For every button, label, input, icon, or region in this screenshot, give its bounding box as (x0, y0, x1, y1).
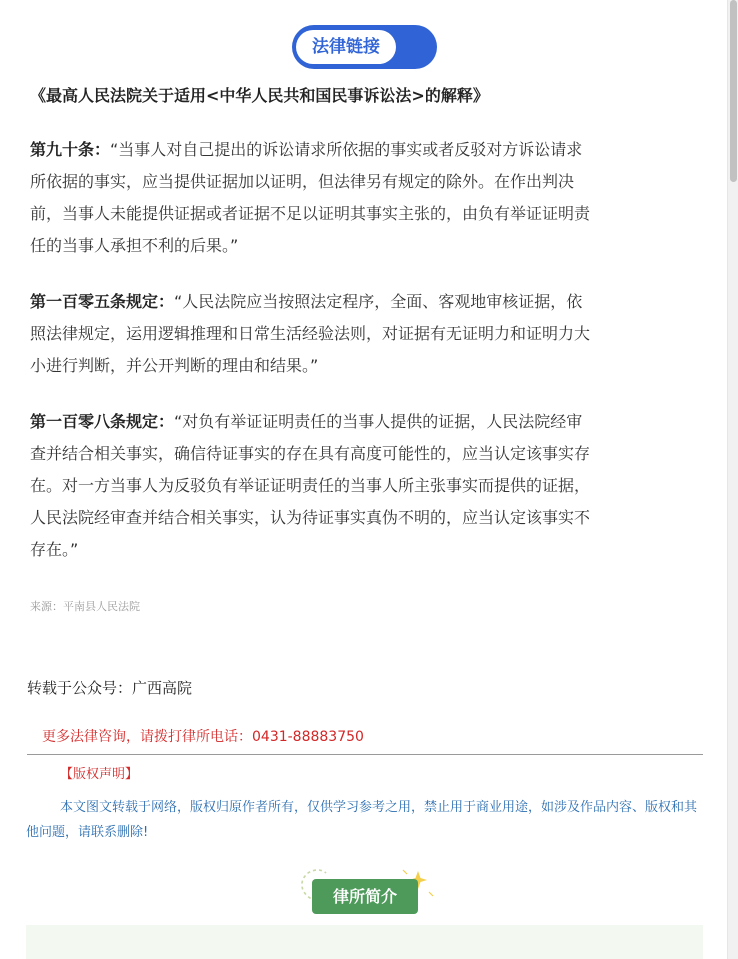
article-text: “人民法院应当按照法定程序，全面、客观地审核证据，依照法律规定，运用逻辑推理和日常生活经验法则，对证据有无证明力和证明力大小进行判断，并公开判断的理由和结果。” (30, 292, 591, 375)
article-text: “当事人对自己提出的诉讼请求所依据的事实或者反驳对方诉讼请求所依据的事实，应当提供证据加以证明，但法律另有规定的除外。在作出判决前，当事人未能提供证据或者证据不足以证明其事实主张的，由负有举证证明责任的当事人承担不利的后果。” (30, 140, 591, 255)
divider (27, 754, 703, 755)
article-label: 第九十条： (30, 140, 111, 159)
reprint-note: 转载于公众号：广西高院 (27, 679, 193, 697)
legal-link-pill (292, 25, 437, 69)
consult-phone-line: 更多法律咨询，请拨打律所电话：0431-88883750 (42, 729, 364, 745)
document-title: 《最高人民法院关于适用<中华人民共和国民事诉讼法>的解释》 (30, 86, 489, 105)
scrollbar-thumb[interactable] (730, 0, 737, 182)
article-text: “对负有举证证明责任的当事人提供的证据，人民法院经审查并结合相关事实，确信待证事实的存在具有高度可能性的，应当认定该事实存在。对一方当事人为反驳负有举证证明责任的当事人所主张事实而提供的证据，人民法院经审查并结合相关事实，认为待证事实真伪不明的，应当认定该事实不存在。” (30, 412, 591, 559)
copyright-title: 【版权声明】 (60, 767, 139, 782)
legal-link-label: 法律链接 (296, 30, 396, 64)
page-scrollbar[interactable] (727, 0, 738, 959)
article-paragraph (30, 406, 596, 566)
firm-intro-button[interactable]: 律所简介 (312, 879, 418, 914)
article-label: 第一百零五条规定： (30, 292, 175, 311)
source-note: 来源：平南县人民法院 (30, 600, 140, 613)
copyright-body: 本文图文转载于网络，版权归原作者所有，仅供学习参考之用，禁止用于商业用途，如涉及作品内容、版权和其他问题，请联系删除! (26, 800, 698, 840)
article-paragraph (30, 134, 596, 262)
article-label: 第一百零八条规定： (30, 412, 175, 431)
firm-intro-panel (26, 925, 703, 959)
article-paragraph (30, 286, 596, 382)
